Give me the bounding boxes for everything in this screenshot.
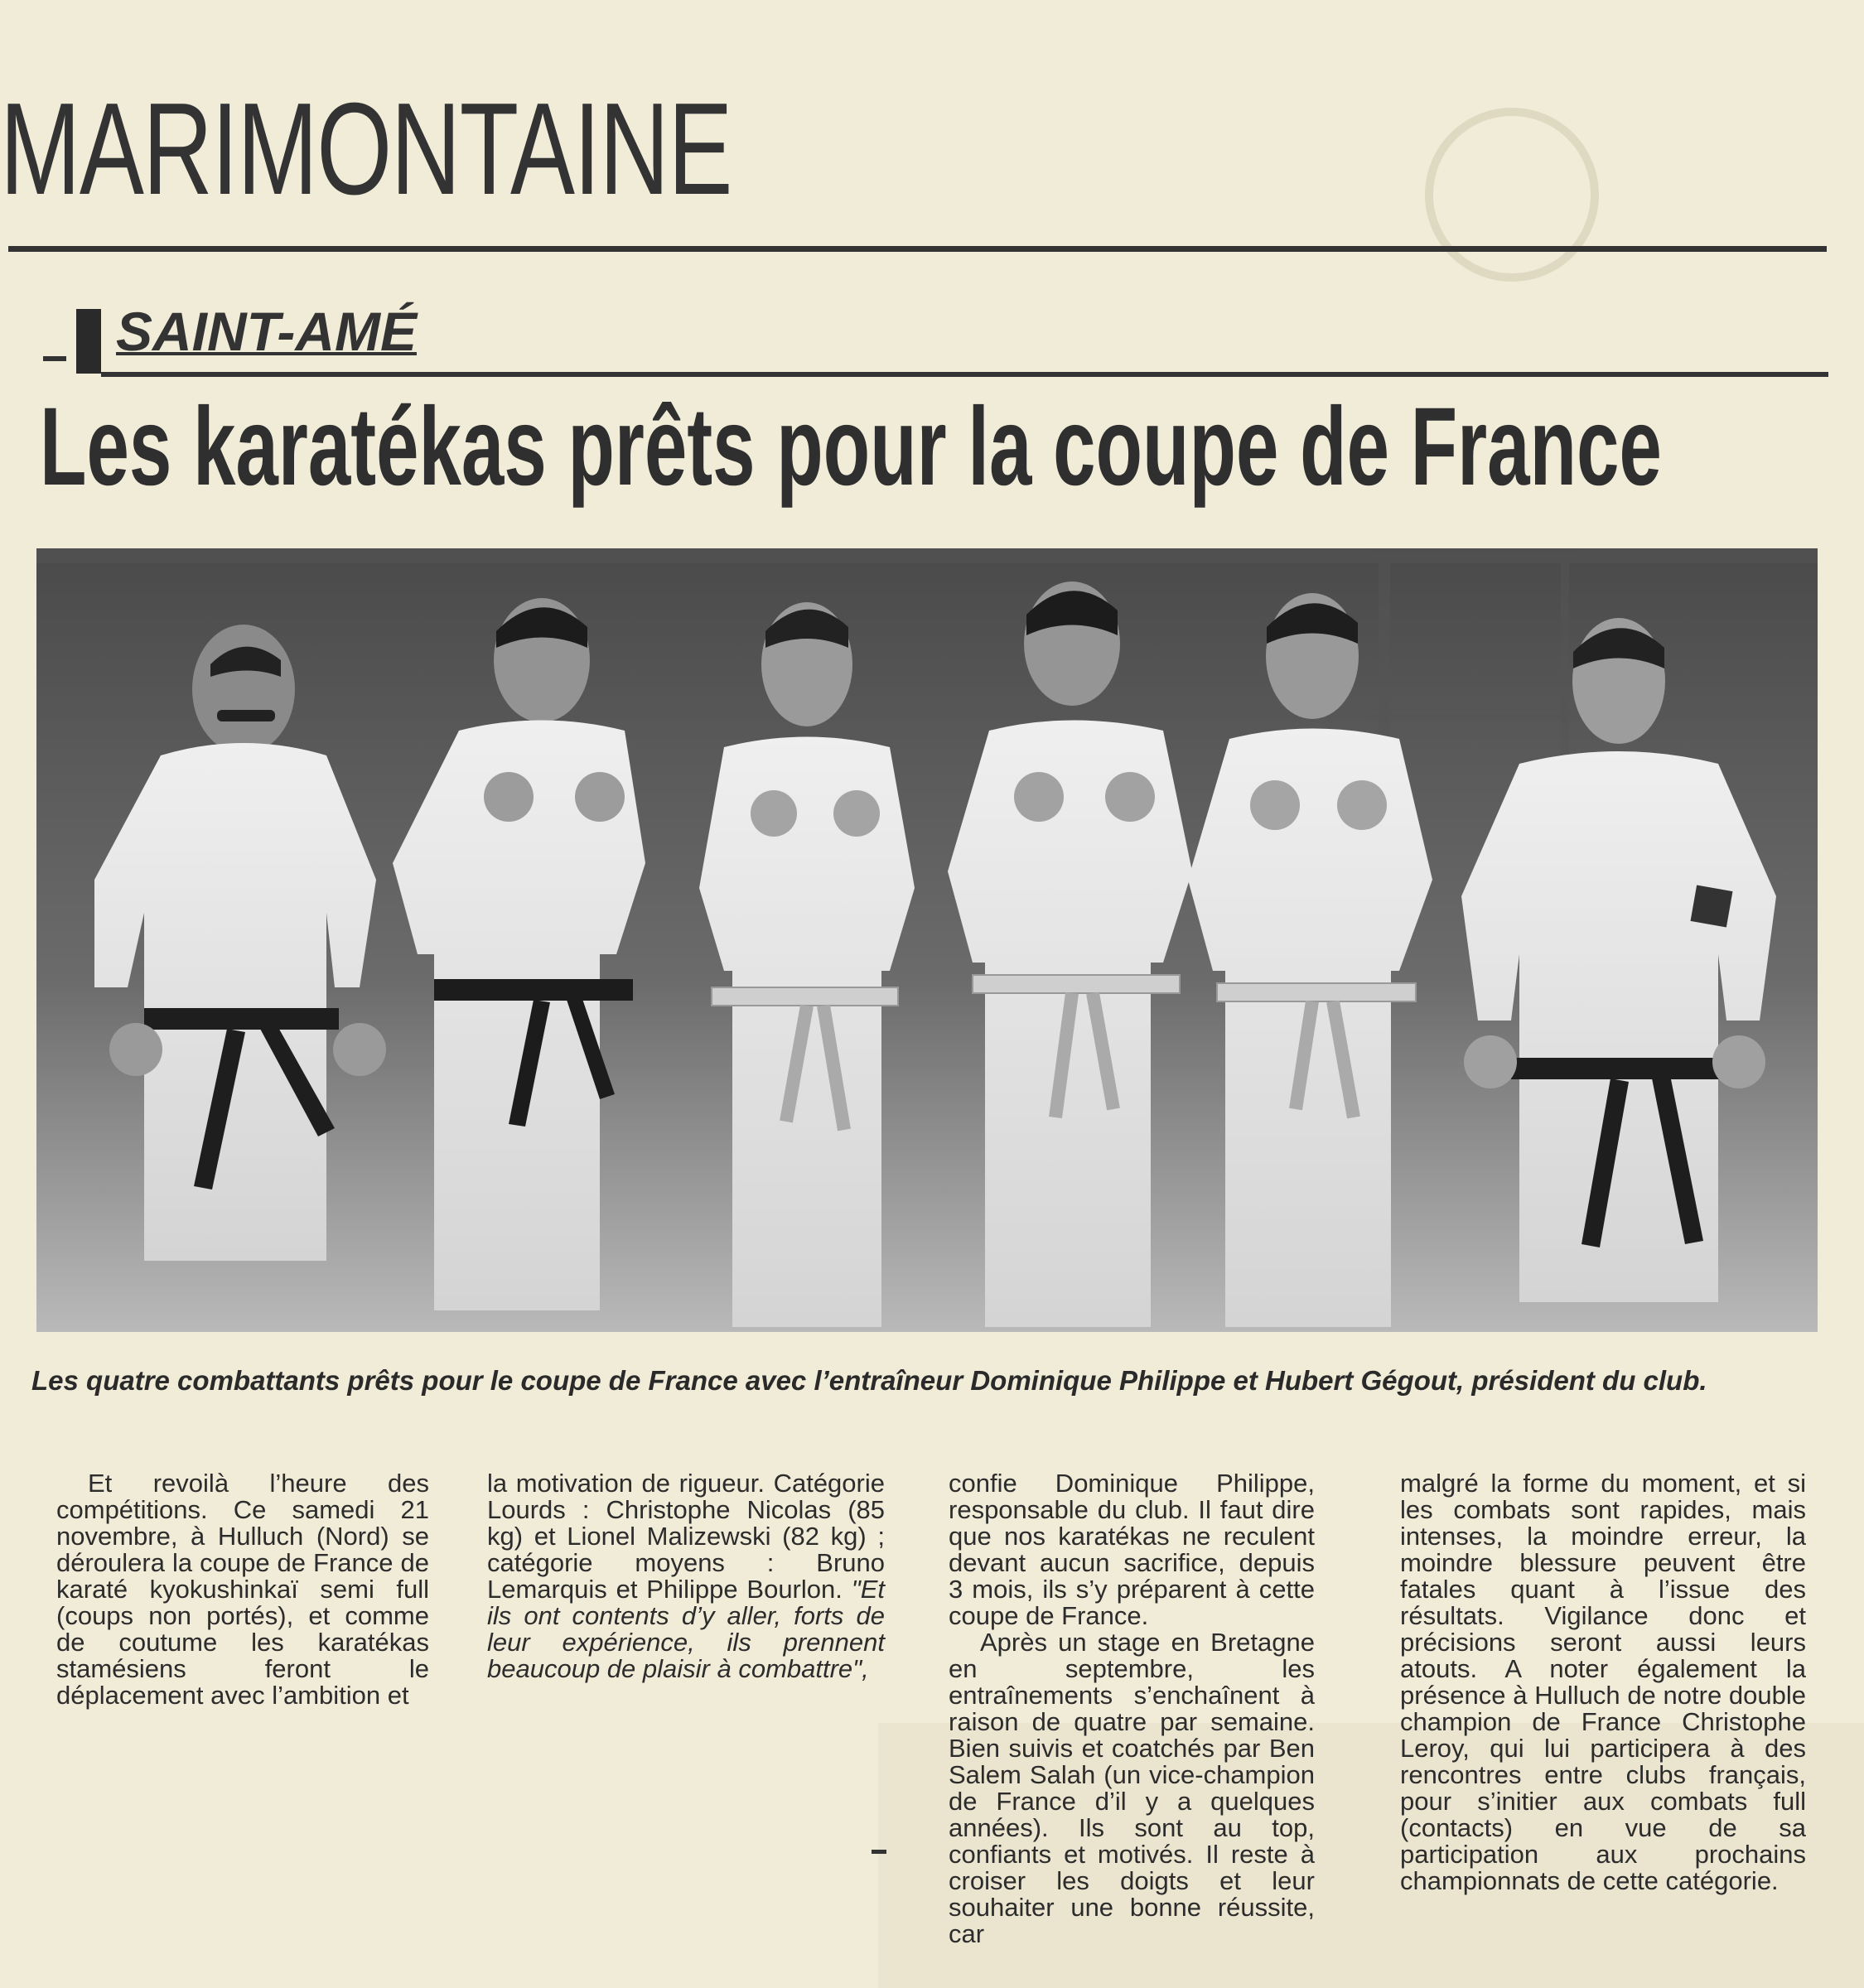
column-2-text [487, 1470, 885, 1682]
photo-caption: Les quatre combattants prêts pour le coupe de France avec l’entraîneur Dominique Philippe et Hubert Gégout, président du club. [31, 1365, 1707, 1396]
article-column-4 [1400, 1470, 1806, 1894]
clipping-mark [872, 1850, 886, 1854]
section-marker [76, 309, 101, 374]
section-dash [43, 356, 66, 361]
column-2-plain: la motivation de rigueur. Catégorie Lourds : Christophe Nicolas (85 kg) et Lionel Malizewski (82 kg) ; catégorie moyens : Bruno Lemarquis et Philippe Bourlon. [487, 1469, 885, 1604]
article-column-2 [487, 1470, 885, 1682]
article-photo [36, 548, 1818, 1332]
headline: Les karatékas prêts pour la coupe de France [40, 385, 1662, 509]
article-column-3 [949, 1470, 1315, 1947]
section-label: SAINT-AMÉ [116, 301, 417, 362]
photo-karatekas-icon [36, 548, 1818, 1332]
bleedthrough-logo [1425, 108, 1599, 282]
masthead-rule [8, 246, 1827, 252]
column-4-text: malgré la forme du moment, et si les combats sont rapides, mais intenses, la moindre erreur, la moindre blessure peuvent être fatales quant à l’issue des résultats. Vigilance donc et précisions seront aussi leurs atouts. A noter également la présence à Hulluch de notre double champion de France Christophe Leroy, qui lui participera à des rencontres entre clubs français, pour s’initier aux combats full (contacts) en vue de sa participation aux prochains championnats de cette catégorie. [1400, 1469, 1806, 1895]
column-3-text-a: confie Dominique Philippe, responsable du club. Il faut dire que nos karatékas ne reculent devant aucun sacrifice, depuis 3 mois, ils s’y préparent à cette coupe de France. [949, 1469, 1315, 1630]
section-rule [101, 372, 1828, 377]
column-2-quote: "Et ils ont contents d’y aller, forts de leur expérience, ils prennent beaucoup de plaisir à combattre", [487, 1575, 885, 1683]
column-1-text: Et revoilà l’heure des compétitions. Ce samedi 21 novembre, à Hulluch (Nord) se déroulera la coupe de France de karaté kyokushinkaï semi full (coups non portés), et comme de coutume les karatékas stamésiens feront le déplacement avec l’ambition et [56, 1469, 429, 1710]
article-column-1 [56, 1470, 429, 1709]
column-3-text-b: Après un stage en Bretagne en septembre, les entraînements s’enchaînent à raison de quatre par semaine. Bien suivis et coatchés par Ben Salem Salah (un vice-champion de France d’il y a quelques années). Ils sont au top, confiants et motivés. Il reste à croiser les doigts et leur souhaiter une bonne réussite, car [949, 1628, 1315, 1948]
masthead: MARIMONTAINE [0, 76, 732, 222]
